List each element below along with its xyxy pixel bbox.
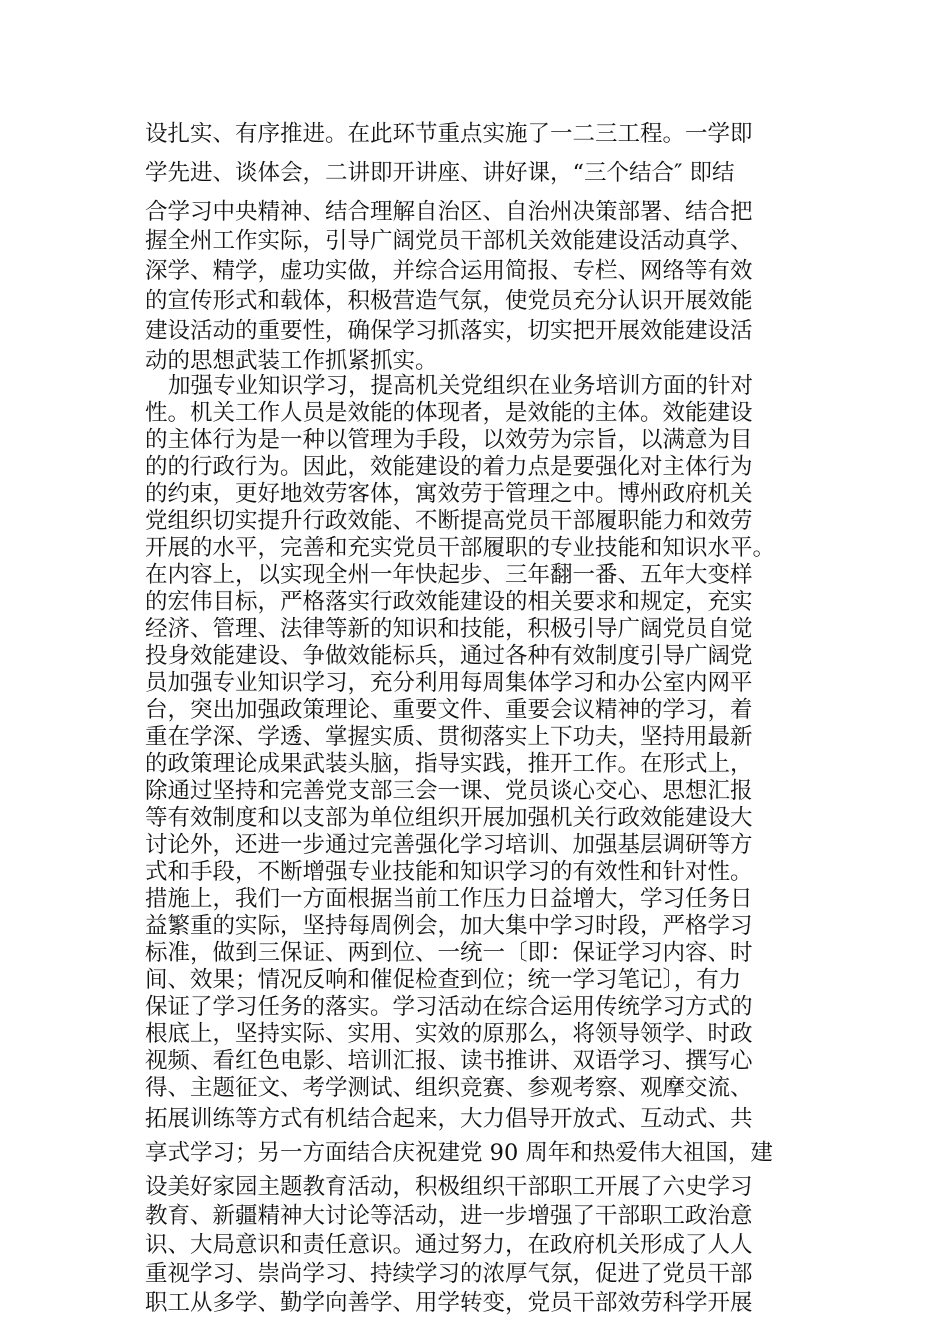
text-line: 经济、管理、法律等新的知识和技能，积极引导广阔党员自觉 xyxy=(145,616,753,642)
text-line: 开展的水平，完善和充实党员干部履职的专业技能和知识水平。 xyxy=(145,535,776,561)
text-line: 教育、新疆精神大讨论等活动，进一步增强了干部职工政治意 xyxy=(145,1203,753,1229)
text-line: 标准，做到三保证、两到位、一统一〔即：保证学习内容、时 xyxy=(145,940,753,966)
text-line: 重在学深、学透、掌握实质、贯彻落实上下功夫，坚持用最新 xyxy=(145,724,753,750)
text-line: 的约束，更好地效劳客体，寓效劳于管理之中。博州政府机关 xyxy=(145,481,753,507)
text-line: 性。机关工作人员是效能的体现者，是效能的主体。效能建设 xyxy=(145,400,753,426)
text-line: 重视学习、崇尚学习、持续学习的浓厚气氛，促进了党员干部 xyxy=(145,1261,753,1287)
text-line: 讨论外，还进一步通过完善强化学习培训、加强基层调研等方 xyxy=(145,832,753,858)
text-line: 合学习中央精神、结合理解自治区、自治州决策部署、结合把 xyxy=(145,199,753,225)
paragraph-first-line: 加强专业知识学习，提高机关党组织在业务培训方面的针对 xyxy=(168,373,754,399)
text-line: 式和手段，不断增强专业技能和知识学习的有效性和针对性。 xyxy=(145,859,753,885)
text-line: 视频、看红色电影、培训汇报、读书推讲、双语学习、撰写心 xyxy=(145,1048,753,1074)
text-line: 党组织切实提升行政效能、不断提高党员干部履职能力和效劳 xyxy=(145,508,753,534)
text-line: 的主体行为是一种以管理为手段，以效劳为宗旨，以满意为目 xyxy=(145,427,753,453)
text-line: 的宏伟目标，严格落实行政效能建设的相关要求和规定，充实 xyxy=(145,589,753,615)
text-line: 员加强专业知识学习，充分利用每周集体学习和办公室内网平 xyxy=(145,670,753,696)
text-line: 享式学习；另一方面结合庆祝建党 90 周年和热爱伟大祖国，建 xyxy=(145,1140,773,1166)
text-line: 动的思想武装工作抓紧抓实。 xyxy=(145,348,438,374)
text-line: 间、效果；情况反响和催促检查到位；统一学习笔记〕，有力 xyxy=(145,967,742,993)
text-line: 设扎实、有序推进。在此环节重点实施了一二三工程。一学即 xyxy=(145,121,753,147)
text-line: 拓展训练等方式有机结合起来，大力倡导开放式、互动式、共 xyxy=(145,1106,753,1132)
text-line: 保证了学习任务的落实。学习活动在综合运用传统学习方式的 xyxy=(145,994,753,1020)
text-line: 建设活动的重要性，确保学习抓落实，切实把开展效能建设活 xyxy=(145,318,753,344)
text-line: 的政策理论成果武装头脑，指导实践，推开工作。在形式上， xyxy=(145,751,753,777)
text-line: 得、主题征文、考学测试、组织竞赛、参观考察、观摩交流、 xyxy=(145,1075,753,1101)
text-line: 等有效制度和以支部为单位组织开展加强机关行政效能建设大 xyxy=(145,805,753,831)
text-line: 学先进、谈体会，二讲即开讲座、讲好课，“三个结合″ 即结 xyxy=(145,160,735,186)
text-line: 台，突出加强政策理论、重要文件、重要会议精神的学习，着 xyxy=(145,697,753,723)
text-line: 握全州工作实际，引导广阔党员干部机关效能建设活动真学、 xyxy=(145,228,753,254)
text-line: 根底上，坚持实际、实用、实效的原那么，将领导领学、时政 xyxy=(145,1021,753,1047)
text-line: 职工从多学、勤学向善学、用学转变，党员干部效劳科学开展 xyxy=(145,1290,753,1316)
text-line: 在内容上，以实现全州一年快起步、三年翻一番、五年大变样 xyxy=(145,562,753,588)
text-line: 设美好家园主题教育活动，积极组织干部职工开展了六史学习 xyxy=(145,1174,753,1200)
text-line: 深学、精学，虚功实做，并综合运用简报、专栏、网络等有效 xyxy=(145,258,753,284)
text-line: 的宣传形式和载体，积极营造气氛，使党员充分认识开展效能 xyxy=(145,288,753,314)
text-line: 益繁重的实际，坚持每周例会，加大集中学习时段，严格学习 xyxy=(145,913,753,939)
text-line: 措施上，我们一方面根据当前工作压力日益增大，学习任务日 xyxy=(145,886,753,912)
text-line: 的的行政行为。因此，效能建设的着力点是要强化对主体行为 xyxy=(145,454,753,480)
text-line: 除通过坚持和完善党支部三会一课、党员谈心交心、思想汇报 xyxy=(145,778,753,804)
text-line: 投身效能建设、争做效能标兵，通过各种有效制度引导广阔党 xyxy=(145,643,753,669)
text-line: 识、大局意识和责任意识。通过努力，在政府机关形成了人人 xyxy=(145,1232,753,1258)
